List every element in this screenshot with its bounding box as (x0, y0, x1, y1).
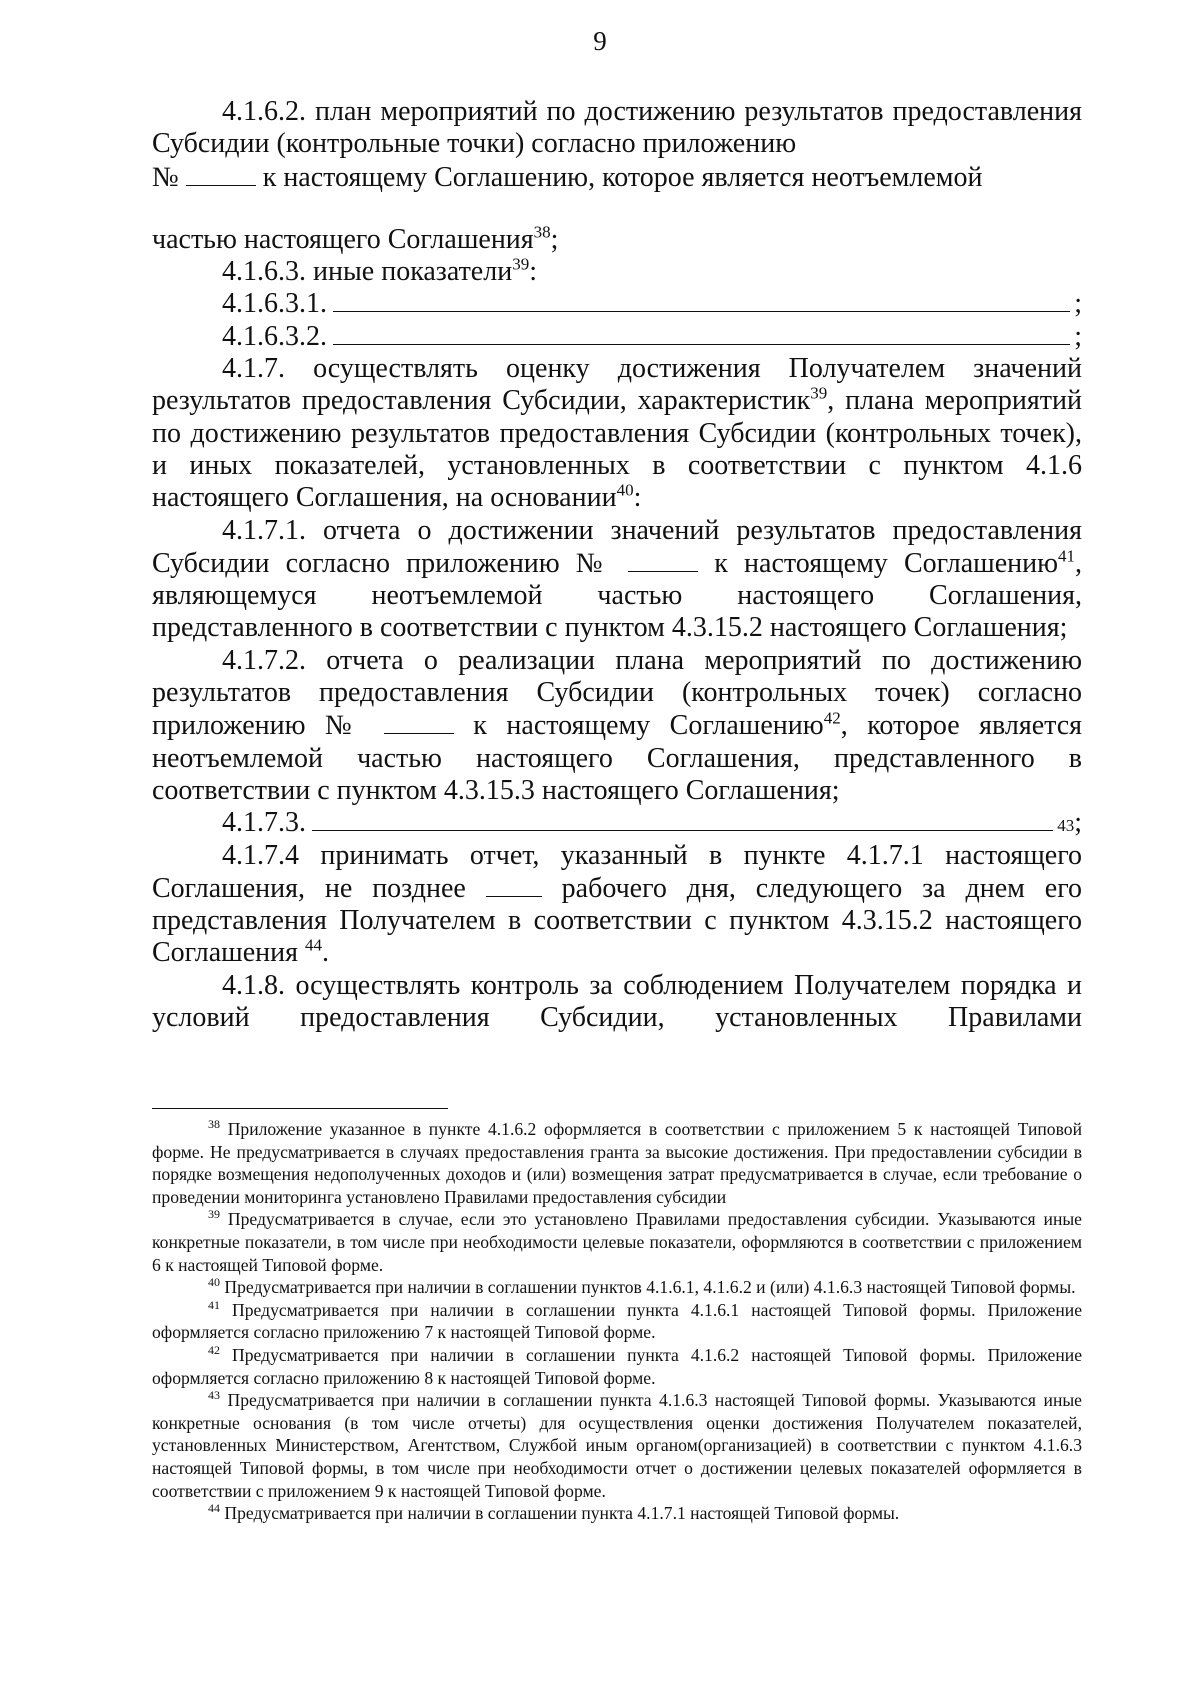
footnote-number: 38 (208, 1117, 220, 1132)
footnote-ref: 39 (810, 384, 828, 404)
footnote-ref: 41 (1058, 546, 1076, 566)
footnote-43: $^{43}$ Предусматривается при наличии в соглашении пункта 4.1.6.3 настоящей Типовой формы. Указываются иные конкретные основания (в том числе отчеты) для осуществления оценки достижения Получателем показателей, установленных Министерством, Агентством, Службой иным органом(организацией) в соответствии с пунктом 4.1.6.3 настоящей Типовой формы, в том числе при необходимости отчет о достижении целевых показателей оформляется в соответствии с приложением 9 к настоящей Типовой форме. (152, 1388, 1082, 1501)
page-number: 9 (593, 26, 607, 56)
blank-field (186, 161, 256, 186)
footnote-number: 40 (208, 1275, 220, 1290)
main-text (152, 96, 1082, 1034)
footnote-38: $^{38}$ Приложение указанное в пункте 4.1.6.2 оформляется в соответствии с приложением 5 к настоящей Типовой форме. Не предусматривается в случаях предоставления гранта за высокие достижения. При предоставлении субсидии в порядке возмещения недополученных доходов и (или) возмещения затрат предусматривается в случае, если требование о проведении мониторинга установлено Правилами предоставления субсидии (152, 1117, 1082, 1207)
footnote-42: $^{42}$ Предусматривается при наличии в соглашении пункта 4.1.6.2 настоящей Типовой формы. Приложение оформляется согласно приложению 8 к настоящей Типовой форме. (152, 1343, 1083, 1388)
footnote-40: $^{40}$ Предусматривается при наличии в соглашении пунктов 4.1.6.1, 4.1.6.2 и (или) 4.1.6.3 настоящей Типовой формы. (208, 1275, 1076, 1298)
line-4-1-7-3: 4.1.7.3. 43 ; (222, 807, 1082, 839)
footnote-ref: 44 (304, 936, 322, 956)
paragraph-4-1-7-4: 4.1.7.4 принимать отчет, указанный в пункте 4.1.7.1 настоящего Соглашения, не позднее рабочего дня, следующего за днем его представления Получателем в соответствии с пунктом 4.3.15.2 настоящего Соглашения $^{44}$. (152, 839, 1082, 969)
footnote-number: 44 (208, 1501, 220, 1516)
footnote-ref: 39 (512, 254, 530, 274)
paragraph-part-of-agreement: частью настоящего Соглашения$^{38}$; (152, 222, 559, 255)
footnote-number: 42 (208, 1343, 220, 1358)
footnote-41: $^{41}$ Предусматривается при наличии в соглашении пункта 4.1.6.1 настоящей Типовой формы. Приложение оформляется согласно приложению 7 к настоящей Типовой форме. (152, 1297, 1083, 1343)
blank-field (628, 547, 698, 572)
paragraph-4-1-7: 4.1.7. осуществлять оценку достижения Получателем значений результатов предоставления Субсидии, характеристик$^{39}$, плана мероприятий по достижению результатов предоставления Субсидии (контрольных точек), и иных показателей, установленных в соответствии с пунктом 4.1.6 настоящего Соглашения, на основании$^{40}$: (152, 353, 1083, 514)
footnote-ref: 38 (533, 222, 551, 242)
footnotes (152, 1118, 1082, 1525)
footnote-number: 39 (208, 1207, 220, 1222)
paragraph-4-1-6-3: 4.1.6.3. иные показатели$^{39}$: (222, 254, 537, 288)
line-4-1-6-3-2: 4.1.6.3.2. ; (222, 320, 1082, 352)
footnote-44: $^{44}$ Предусматривается при наличии в соглашении пункта 4.1.7.1 настоящей Типовой формы. (208, 1501, 900, 1524)
paragraph-4-1-6-2: 4.1.6.2. план мероприятий по достижению результатов предоставления Субсидии (контрольные точки) согласно приложению (152, 96, 1082, 160)
blank-field (486, 872, 542, 897)
paragraph-4-1-6-2-continued: № к настоящему Соглашению, которое является неотъемлемой (152, 161, 983, 193)
footnote-number: 41 (208, 1297, 220, 1312)
paragraph-4-1-8: 4.1.8. осуществлять контроль за соблюдением Получателем порядка и условий предоставления Субсидии, установленных Правилами (152, 969, 1082, 1034)
footnote-39: $^{39}$ Предусматривается в случае, если это установлено Правилами предоставления субсидии. Указываются иные конкретные показатели, в том числе при необходимости целевые показатели, оформляются в соответствии с приложением 6 к настоящей Типовой форме. (152, 1207, 1082, 1275)
blank-line (312, 808, 1053, 831)
blank-line (333, 322, 1070, 345)
paragraph-4-1-7-1: 4.1.7.1. отчета о достижении значений результатов предоставления Субсидии согласно приложению № к настоящему Соглашению$^{41}$, являющемуся неотъемлемой частью настоящего Соглашения, представленного в соответствии с пунктом 4.3.15.2 настоящего Соглашения; (152, 514, 1083, 644)
line-4-1-6-3-1: 4.1.6.3.1. ; (222, 288, 1082, 320)
blank-line (333, 289, 1070, 312)
blank-field (384, 709, 454, 734)
paragraph-4-1-7-2: 4.1.7.2. отчета о реализации плана мероприятий по достижению результатов предоставления Субсидии (контрольных точек) согласно приложению № к настоящему Соглашению$^{42}$, которое является неотъемлемой частью настоящего Соглашения, представленного в соответствии с пунктом 4.3.15.3 настоящего Соглашения; (152, 644, 1083, 806)
footnote-ref: 42 (823, 709, 841, 729)
spacer (152, 194, 1082, 224)
footnote-number: 43 (208, 1388, 220, 1403)
footnote-separator (152, 1108, 448, 1109)
footnote-ref: 40 (616, 480, 634, 500)
